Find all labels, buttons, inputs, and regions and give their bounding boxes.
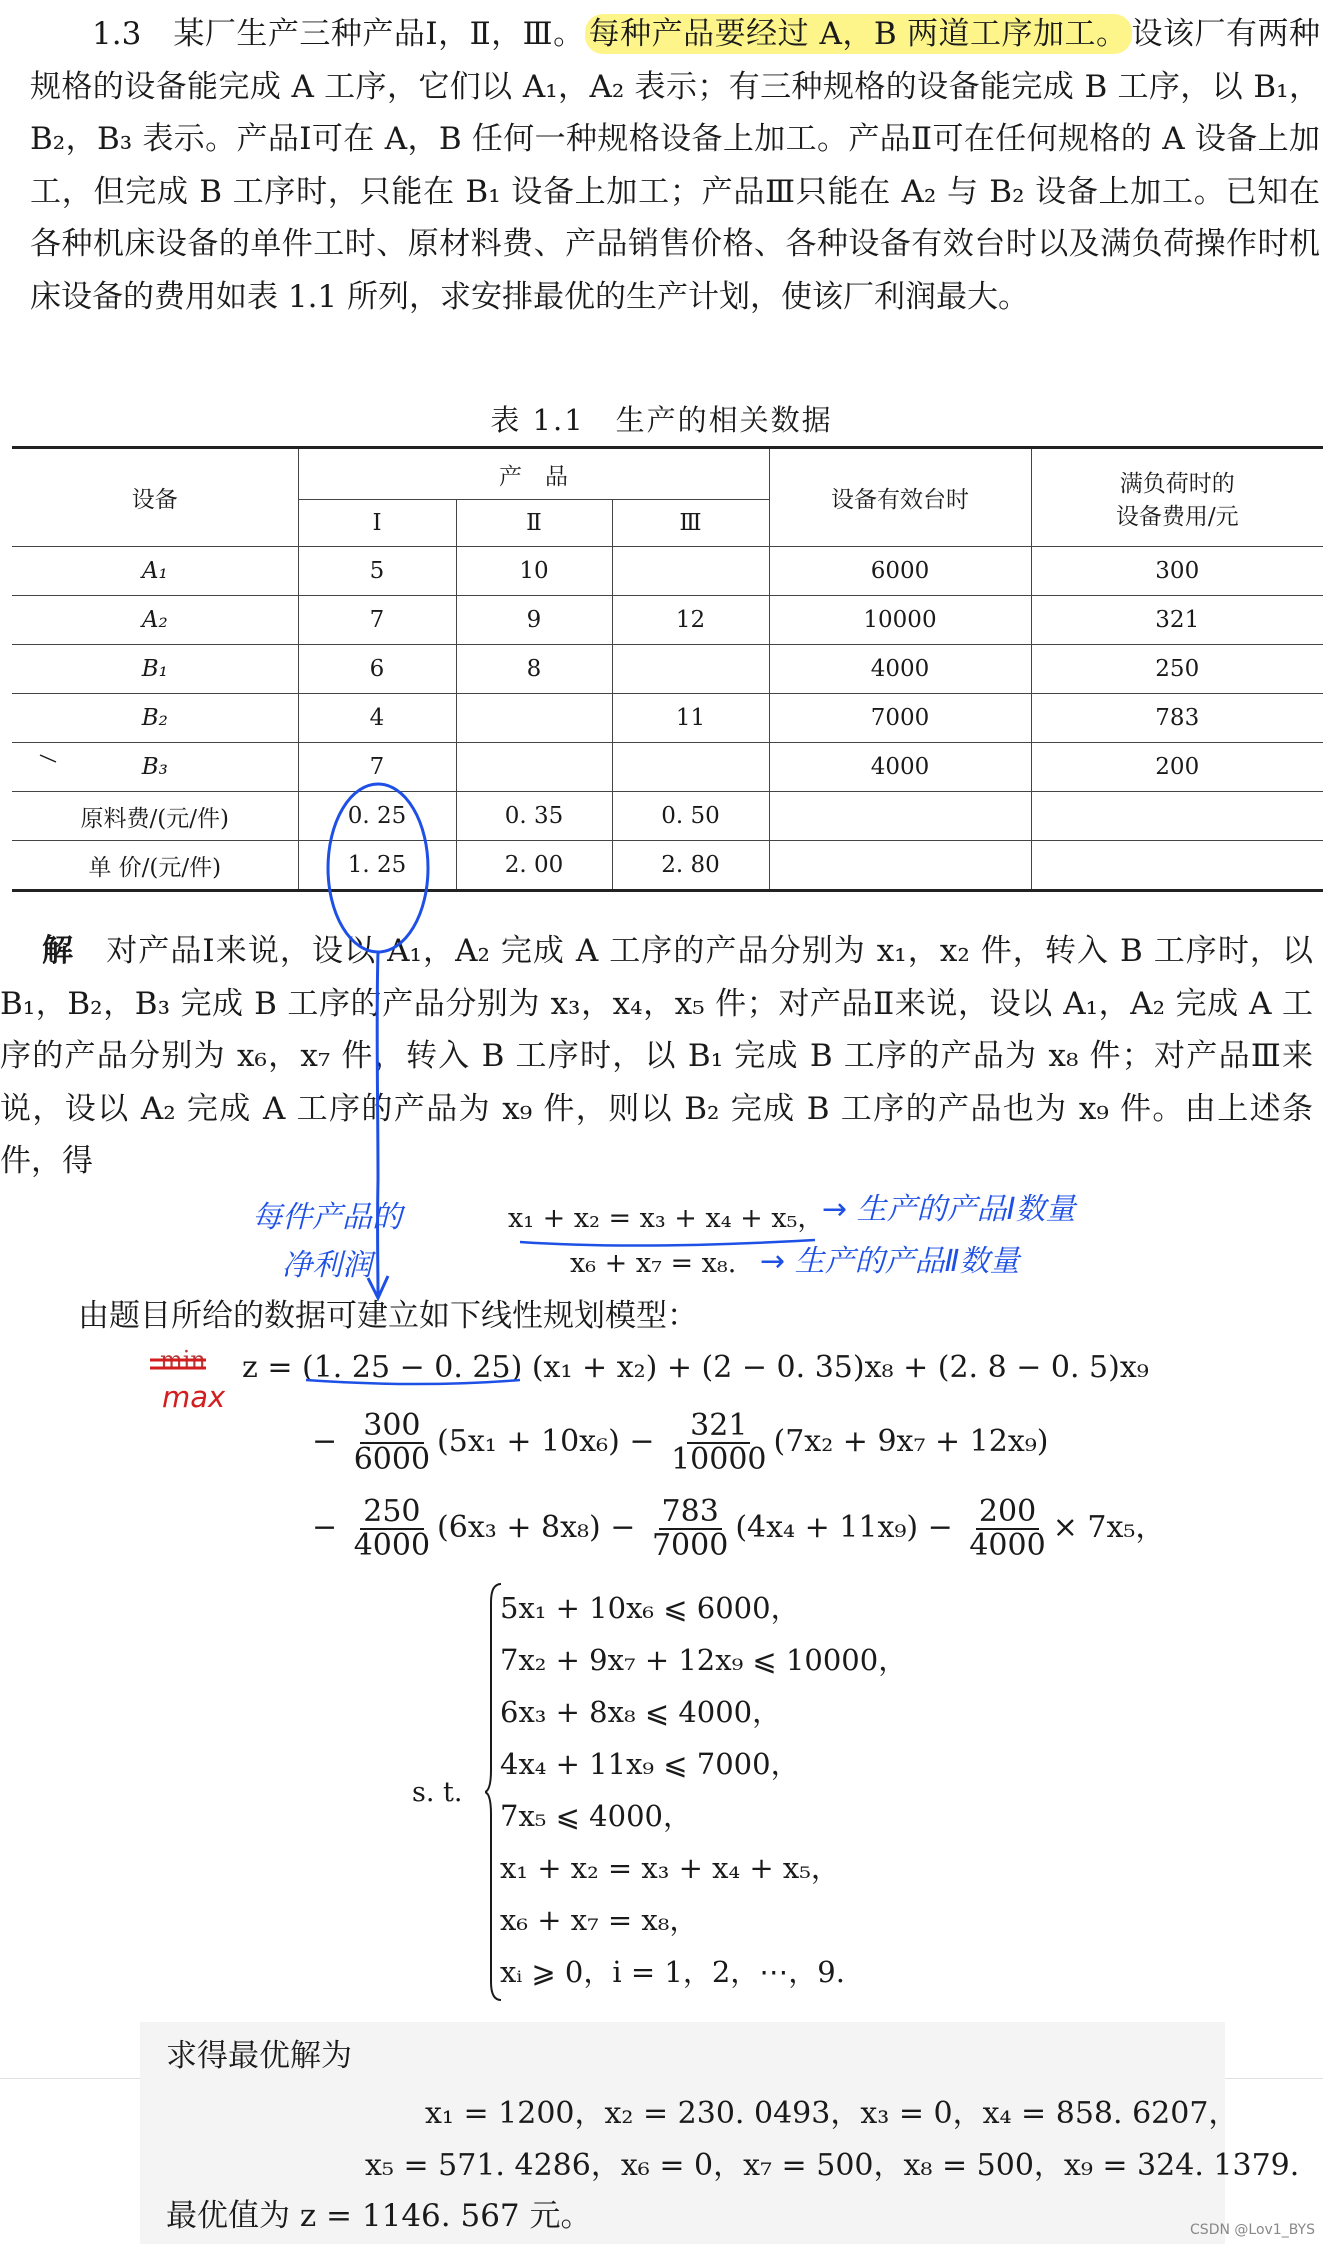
table-row: B₂ 4 11 7000 783	[12, 694, 1323, 743]
problem-body: 设该厂有两种规格的设备能完成 A 工序，它们以 A₁，A₂ 表示；有三种规格的设备能完成 B 工序，以 B₁，B₂，B₃ 表示。产品Ⅰ可在 A，B 任何一种规格设备上加工。产品Ⅱ可在任何规格的 A 设备上加工，但完成 B 工序时，只能在 B₁ 设备上加工；产品Ⅲ只能在 A₂ 与 B₂ 设备上加工。已知在各种机床设备的单件工时、原材料费、产品销售价格、各种设备有效台时以及满负荷操作时机床设备的费用如表 1.1 所列，求安排最优的生产计划，使该厂利润最大。	[30, 16, 1321, 315]
problem-statement	[30, 8, 1320, 323]
handwritten-max: max	[162, 1380, 226, 1414]
objective-line-1: z = (1. 25 − 0. 25) (x₁ + x₂) + (2 − 0. 35)x₈ + (2. 8 − 0. 5)x₉	[242, 1350, 1149, 1385]
handwritten-note-product-2-count: → 生产的产品Ⅱ数量	[760, 1244, 1020, 1279]
divider-left	[0, 2078, 140, 2079]
result-heading: 求得最优解为	[166, 2038, 352, 2074]
constraint-3: 6x₃ + 8x₈ ⩽ 4000，	[500, 1695, 782, 1729]
table-row: B₁ 6 8 4000 250	[12, 645, 1323, 694]
constraint-1: 5x₁ + 10x₆ ⩽ 6000，	[500, 1591, 800, 1625]
table-caption: 表 1.1 生产的相关数据	[490, 403, 833, 437]
table-row: A₁ 5 10 6000 300	[12, 547, 1323, 596]
constraint-2: 7x₂ + 9x₇ + 12x₉ ⩽ 10000，	[500, 1643, 908, 1677]
constraint-4: 4x₄ + 11x₉ ⩽ 7000，	[500, 1747, 800, 1781]
table-row-material: 原料费/(元/件) 0. 25 0. 35 0. 50	[12, 792, 1323, 841]
balance-equation-1: x₁ + x₂ = x₃ + x₄ + x₅，	[508, 1203, 825, 1234]
header-hours: 设备有效台时	[769, 448, 1031, 547]
divider-right	[1225, 2078, 1323, 2079]
table-row-price: 单 价/(元/件) 1. 25 2. 00 2. 80	[12, 841, 1323, 891]
result-line-2: x₅ = 571. 4286，x₆ = 0，x₇ = 500，x₈ = 500，x₉ = 324. 1379.	[365, 2148, 1300, 2183]
handwritten-note-unit-profit-1: 每件产品的	[252, 1200, 402, 1235]
header-product-2: Ⅱ	[456, 500, 612, 547]
header-product-3: Ⅲ	[612, 500, 769, 547]
table-row: B₃ 7 4000 200	[12, 743, 1323, 792]
result-line-3: 最优值为 z = 1146. 567 元。	[166, 2198, 592, 2234]
handwritten-note-product-1-count: → 生产的产品Ⅰ数量	[822, 1192, 1076, 1227]
table-row: A₂ 7 9 12 10000 321	[12, 596, 1323, 645]
problem-intro: 某厂生产三种产品Ⅰ，Ⅱ，Ⅲ。	[173, 16, 585, 52]
solution-text: 解 对产品Ⅰ来说，设以 A₁，A₂ 完成 A 工序的产品分别为 x₁，x₂ 件，转入 B 工序时，以 B₁，B₂，B₃ 完成 B 工序的产品分别为 x₃，x₄，x₅ 件；对产品Ⅱ来说，设以 A₁，A₂ 完成 A 工序的产品分别为 x₆，x₇ 件，转入 B 工序时，以 B₁ 完成 B 工序的产品为 x₈ 件；对产品Ⅲ来说，设以 A₂ 完成 A 工序的产品为 x₉ 件，则以 B₂ 完成 B 工序的产品也为 x₉ 件。由上述条件，得	[0, 933, 1314, 1179]
handwritten-note-unit-profit-2: 净利润	[282, 1248, 372, 1283]
header-cost: 满负荷时的 设备费用/元	[1031, 448, 1323, 547]
struck-min: min	[160, 1346, 206, 1374]
result-line-1: x₁ = 1200，x₂ = 230. 0493，x₃ = 0，x₄ = 858. 6207，	[425, 2096, 1239, 2131]
problem-number: 1.3	[92, 16, 142, 52]
constraint-7: x₆ + x₇ = x₈，	[500, 1903, 699, 1937]
balance-equation-2: x₆ + x₇ = x₈.	[570, 1248, 737, 1279]
constraint-6: x₁ + x₂ = x₃ + x₄ + x₅，	[500, 1851, 840, 1885]
header-device: 设备	[12, 448, 298, 547]
constraint-8: xᵢ ⩾ 0，i = 1，2，⋯，9.	[500, 1955, 845, 1989]
highlighted-sentence: 每种产品要经过 A，B 两道工序加工。	[585, 14, 1132, 54]
model-heading: 由题目所给的数据可建立如下线性规划模型：	[78, 1298, 698, 1334]
constraint-5: 7x₅ ⩽ 4000，	[500, 1799, 692, 1833]
header-product-1: Ⅰ	[298, 500, 456, 547]
objective-line-3: − $\frac{250}{4000}$ (6x₃ + 8x₈) − $\frac{783}{7000}$ (4x₄ + 11x₉) − $\frac{200}{4000}$ × 7x₅，	[312, 1494, 1166, 1563]
objective-line-2: − $\frac{300}{6000}$ (5x₁ + 10x₆) − $\frac{321}{10000}$ (7x₂ + 9x₇ + 12x₉)	[312, 1408, 1049, 1477]
data-table	[12, 446, 1323, 892]
solution-lead: 解	[42, 933, 75, 969]
subject-to-label: s. t.	[412, 1777, 463, 1808]
watermark: CSDN @Lov1_BYS	[1190, 2222, 1315, 2238]
header-products: 产 品	[298, 448, 769, 500]
